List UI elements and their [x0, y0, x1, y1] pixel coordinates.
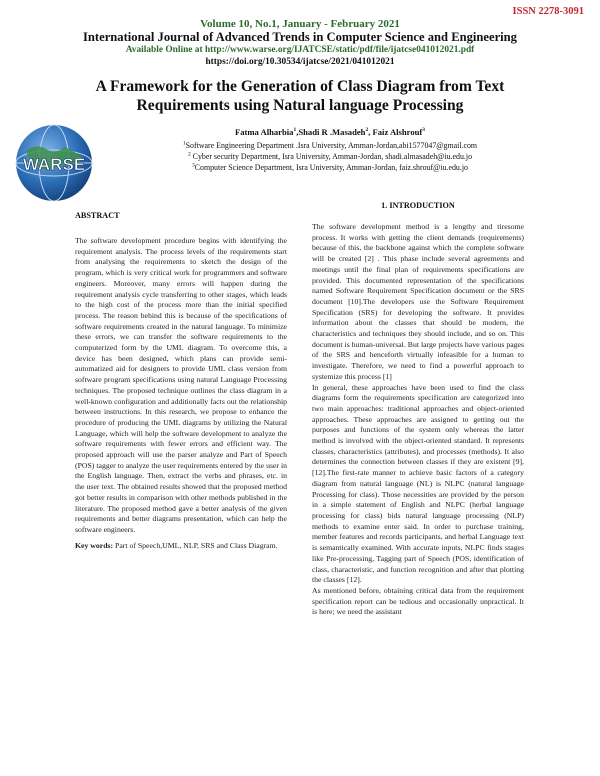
abstract-heading: ABSTRACT — [75, 211, 120, 220]
affiliation-2: $^2$ Cyber security Department, Isra University, Amman-Jordan, shadi.almasadeh@iu.edu.jo — [187, 151, 473, 161]
affiliations — [100, 140, 560, 173]
affiliation-3: $^3$Computer Science Department, Isra University, Amman-Jordan, faiz.shrouf@iu.edu.jo — [192, 162, 468, 172]
author-3: , Faiz Alshrouf$^3$ — [368, 127, 426, 137]
introduction-heading: 1. INTRODUCTION — [381, 201, 455, 210]
svg-text:WARSE: WARSE — [22, 155, 86, 174]
intro-paragraph-3: As mentioned before, obtaining critical data from the requirement specification report can be tedious and occasionally unpractical. It is here; we need the assistant — [312, 585, 524, 617]
introduction-body — [312, 222, 524, 770]
intro-paragraph-1: The software development method is a lengthy and tiresome process. It works with getting the client demands (requirements) because of this, the backbone against which the complete software will be created [2] . This phase include several agreements and meetings until the final plan of requirements specifications are provided. This documented representation of the specifications named Software Requirement Specification document or the SRS document [10].The developers use the Software Requirement Specification (SRS) for developing the software. It provides information about the classes that should be modern, the characteristics and techniques they should include, and so on. This document is human-universal. But large projects have various pages of the SRS and henceforth virtually infeasible for a human to investigate. Therefore, we need to find a powerful approach to systemize this process [1] — [312, 222, 524, 381]
warse-logo — [12, 121, 96, 205]
available-online-link[interactable]: Available Online at http://www.warse.org/IJATCSE/static/pdf/file/ijatcse041012021.pdf — [125, 45, 475, 55]
paper-title: A Framework for the Generation of Class Diagram from Text Requirements using Natural language Processing — [95, 78, 505, 114]
intro-paragraph-2: In general, these approaches have been used to find the class diagrams form the requirements specification are categorized into two main approaches: traditional approaches and object-oriented approaches. These approaches are assigned to getting out the purposes and functions of the system only whereas the latter method is involved with the object-oriented standard. It represents classes, characteristics (attributes), and processes (methods). It also determines the connection between classes if they are existent [9], [12].The first-rate manner to achieve basic factors of a category diagram from natural language (NL) is NLPC (natural language Processing for class). Those necessities are provided by the person in a simple statement of English and NLPC (herbal language processing for class) bids natural language processing (NLP) methods to examine enter said. In order to purchase training, member features and records participants, and herbal Language text is semantically examined. With accurate inputs, NLPC finds stages like Pre-processing, Tagging part of Speech (POS, identification of class, characteristic, and function recognition and after that plotting the classes [12]. — [312, 382, 524, 585]
journal-title: International Journal of Advanced Trends in Computer Science and Engineering — [83, 30, 517, 44]
keywords: Key words: Part of Speech,UML, NLP, SRS and Class Diagram. — [75, 540, 278, 550]
abstract-body — [75, 236, 287, 551]
volume-info: Volume 10, No.1, January - February 2021 — [200, 18, 400, 30]
doi-link[interactable]: https://doi.org/10.30534/ijatcse/2021/041012021 — [205, 57, 395, 67]
author-1: Fatma Alharbia$^1$ — [234, 127, 297, 137]
globe-icon — [12, 121, 96, 205]
author-list — [100, 127, 560, 137]
affiliation-1: $^1$Software Engineering Department .Isra University, Amman-Jordan,abi1577047@gmail.com — [182, 140, 478, 150]
author-2: ,Shadi R .Masadeh$^2$ — [296, 127, 369, 137]
abstract-text: The software development procedure begins with identifying the requirement analysis. The process levels of the requirements start from analysing the requirements to sketch the design of the program, which is very critical work for programmers and software engineers. Moreover, many errors will happen during the requirement analysis cycle transferring to other stages, which leads to the high cost of the process more than the initial specified process. The reason behind this is because of the specifications of software requirements created in the natural language. To minimize these errors, we can transfer the software requirements to the computerized form by the UML diagram. To overcome this, a device has been designed, which plans can provide semi-automatized aid for designers to provide UML class version from software program specifications using natural Language Processing techniques. The proposed technique outlines the class diagram in a well-known configuration and additionally facts out the relationship between instructions. In this research, we propose to enhance the procedure of producing the UML diagrams by utilizing the Natural Language, which will help the software development to analyze the software requirements with fewer errors and efficient way. The proposed approach will use the parser analyze and Part of Speech (POS) tagger to analyze the user requirements entered by the user in the English language. Then, extract the verbs and phrases, etc. in the user text. The obtained results showed that the proposed method got better results in comparison with other methods published in the literature. The proposed method gave a better analysis of the given requirements and better diagrams presentation, which can help the software engineers. — [75, 236, 287, 534]
issn-label: ISSN 2278-3091 — [512, 6, 584, 17]
